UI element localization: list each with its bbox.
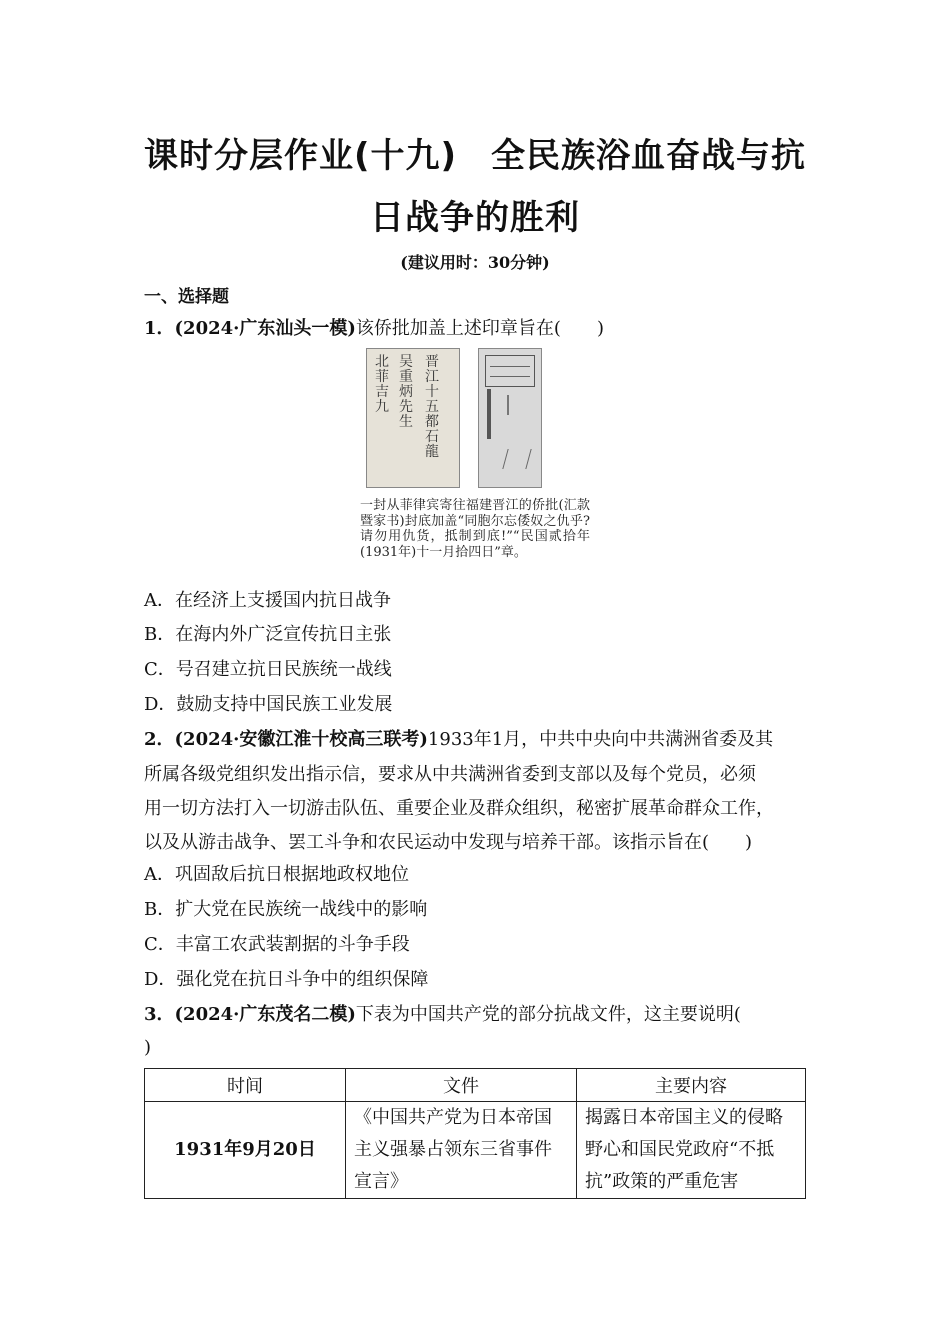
q2-option-d: D．强化党在抗日斗争中的组织保障 bbox=[144, 969, 429, 990]
table-row bbox=[145, 1102, 806, 1199]
question-2-stem-line4: 以及从游击战争、罢工斗争和农民运动中发现与培养干部。该指示旨在( ) bbox=[144, 832, 753, 853]
q1-option-d: D．鼓励支持中国民族工业发展 bbox=[144, 694, 393, 715]
q2-option-b: B．扩大党在民族统一战线中的影响 bbox=[144, 899, 428, 920]
q2-option-c: C．丰富工农武装割据的斗争手段 bbox=[144, 934, 410, 955]
question-3-stem-end: ) bbox=[144, 1037, 152, 1058]
suggested-time: (建议用时：30分钟) bbox=[400, 253, 550, 272]
q1-option-a: A．在经济上支援国内抗日战争 bbox=[144, 590, 391, 611]
question-3-stem: 3．(2024·广东茂名二模)下表为中国共产党的部分抗战文件，这主要说明( bbox=[144, 1004, 741, 1025]
section-heading: 一、选择题 bbox=[144, 287, 229, 307]
header-document: 文件 bbox=[346, 1069, 577, 1102]
question-2-stem-line2: 所属各级党组织发出指示信，要求从中共满洲省委到支部以及每个党员，必须 bbox=[144, 764, 756, 785]
question-2-stem-line3: 用一切方法打入一切游击队伍、重要企业及群众组织，秘密扩展革命群众工作， bbox=[144, 798, 774, 819]
header-content: 主要内容 bbox=[577, 1069, 806, 1102]
header-time: 时间 bbox=[145, 1069, 346, 1102]
page-title-line2: 日战争的胜利 bbox=[370, 198, 580, 238]
cell-content: 揭露日本帝国主义的侵略 野心和国民党政府“不抵 抗”政策的严重危害 bbox=[577, 1102, 806, 1199]
qiaopi-envelope-front-image: 北菲吉九 吴重炳先生 晋江十五都石龍 bbox=[366, 348, 460, 488]
q2-option-a: A．巩固敌后抗日根据地政权地位 bbox=[144, 864, 409, 885]
documents-table bbox=[144, 1068, 806, 1199]
table-header-row bbox=[145, 1069, 806, 1102]
q1-option-c: C．号召建立抗日民族统一战线 bbox=[144, 659, 392, 680]
question-1-stem: 1．(2024·广东汕头一模)该侨批加盖上述印章旨在( ) bbox=[144, 318, 604, 339]
q1-option-b: B．在海内外广泛宣传抗日主张 bbox=[144, 624, 392, 645]
question-2-stem-line1: 2．(2024·安徽江淮十校高三联考)1933年1月，中共中央向中共满洲省委及其 bbox=[144, 729, 774, 750]
cell-document: 《中国共产党为日本帝国 主义强暴占领东三省事件 宣言》 bbox=[346, 1102, 577, 1199]
page-title-line1: 课时分层作业(十九) 全民族浴血奋战与抗 bbox=[143, 136, 807, 176]
figure-caption: 一封从菲律宾寄往福建晋江的侨批(汇款暨家书)封底加盖“同胞尔忘倭奴之仇乎?请勿用仇货，抵制到底!”“民国贰拾年(1931年)十一月拾四日”章。 bbox=[360, 498, 590, 560]
qiaopi-envelope-back-image bbox=[478, 348, 542, 488]
qiaopi-figure bbox=[360, 348, 590, 578]
cell-date: 1931年9月20日 bbox=[145, 1102, 346, 1199]
